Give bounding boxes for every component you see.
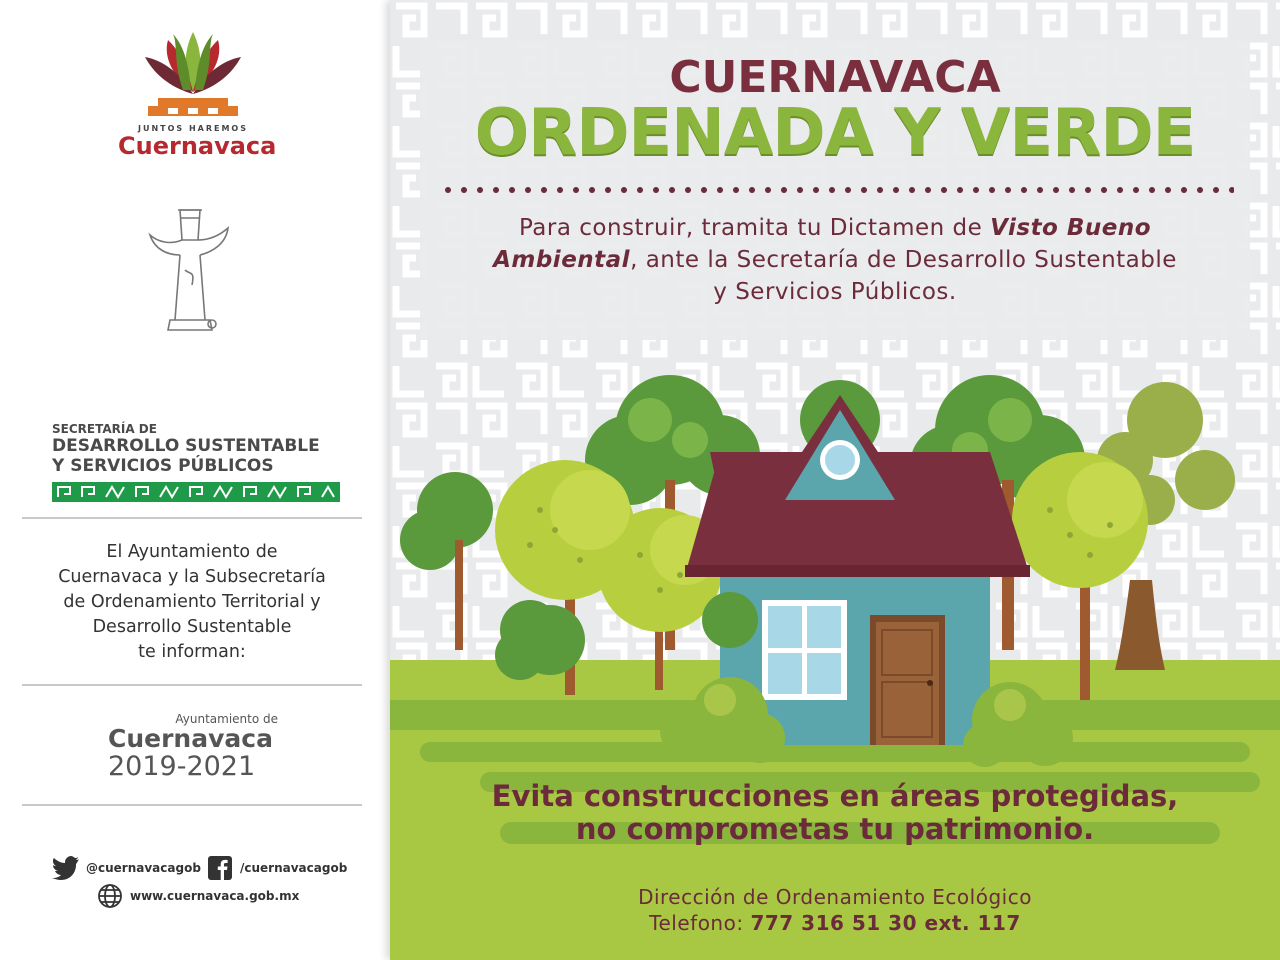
warning-line1: Evita construcciones en áreas protegidas, xyxy=(491,779,1179,813)
divider-dot xyxy=(461,187,467,193)
divider-dot xyxy=(925,187,931,193)
sidebar xyxy=(0,0,390,960)
divider-dot xyxy=(781,187,787,193)
divider-dot xyxy=(717,187,723,193)
intro-bold1: Visto Bueno xyxy=(990,215,1152,241)
divider-dot xyxy=(589,187,595,193)
inform-line: Desarrollo Sustentable xyxy=(92,617,292,637)
divider-2 xyxy=(22,684,362,686)
divider-dot xyxy=(477,187,483,193)
title-line2: ORDENADA Y VERDE xyxy=(474,96,1196,170)
divider-dot xyxy=(557,187,563,193)
house-and-trees-illustration xyxy=(390,360,1280,960)
divider-dot xyxy=(1229,187,1234,193)
divider-dot xyxy=(797,187,803,193)
divider-dot xyxy=(493,187,499,193)
divider-dot xyxy=(1133,187,1139,193)
divider-3 xyxy=(22,804,362,806)
inform-line: El Ayuntamiento de xyxy=(106,542,278,562)
divider-dot xyxy=(829,187,835,193)
divider-dot xyxy=(621,187,627,193)
ayuntamiento-logo xyxy=(108,712,278,782)
divider-dot xyxy=(541,187,547,193)
divider-dot xyxy=(637,187,643,193)
cuernavaca-logo xyxy=(118,22,277,162)
divider-dot xyxy=(445,187,451,193)
intro-part1: Para construir, tramita tu Dictamen de xyxy=(518,215,991,241)
greek-key-strip-icon xyxy=(52,482,340,502)
divider-dot xyxy=(861,187,867,193)
twitter-handle-text: @cuernavacagob xyxy=(86,861,201,875)
divider-dot xyxy=(765,187,771,193)
divider-dot xyxy=(525,187,531,193)
divider-dot xyxy=(509,187,515,193)
intro-part2: , ante la Secretaría de Desarrollo Sustentable xyxy=(630,247,1177,273)
divider-dot xyxy=(1213,187,1219,193)
divider-dot xyxy=(1197,187,1203,193)
facebook-handle[interactable] xyxy=(206,854,347,882)
title-line1: CUERNAVACA xyxy=(669,52,1001,103)
divider-dot xyxy=(957,187,963,193)
intro-text xyxy=(420,212,1250,308)
logo-city-name: Cuernavaca xyxy=(118,132,277,160)
poster xyxy=(390,0,1280,960)
contact-department: Dirección de Ordenamiento Ecológico xyxy=(638,885,1032,909)
divider-dot xyxy=(605,187,611,193)
divider-dot xyxy=(893,187,899,193)
divider-dot xyxy=(845,187,851,193)
secretaria-logo xyxy=(52,422,352,506)
ayuntamiento-city: Cuernavaca xyxy=(108,724,273,753)
divider-dot xyxy=(1117,187,1123,193)
divider-dot xyxy=(877,187,883,193)
divider-dot xyxy=(1005,187,1011,193)
divider-dot xyxy=(1037,187,1043,193)
contact-phone-label: Telefono: xyxy=(649,911,751,935)
divider-dot xyxy=(1069,187,1075,193)
divider-dot xyxy=(1165,187,1171,193)
agave-flower-icon xyxy=(133,22,253,122)
divider-dot xyxy=(1085,187,1091,193)
inform-line: te informan: xyxy=(138,642,246,662)
facebook-icon xyxy=(206,854,234,882)
divider-dot xyxy=(1149,187,1155,193)
divider-dot xyxy=(973,187,979,193)
twitter-handle[interactable] xyxy=(52,854,201,882)
website-text: www.cuernavaca.gob.mx xyxy=(130,889,300,903)
divider-dot xyxy=(669,187,675,193)
inform-line: de Ordenamiento Territorial y xyxy=(63,592,321,612)
divider-dot xyxy=(685,187,691,193)
divider-dot xyxy=(1053,187,1059,193)
secretaria-line1: SECRETARÍA DE xyxy=(52,422,157,436)
pre-hispanic-tree-glyph-icon xyxy=(140,200,240,340)
divider-dot xyxy=(733,187,739,193)
ayuntamiento-label: Ayuntamiento de xyxy=(175,712,278,726)
warning-text xyxy=(390,780,1280,846)
inform-text xyxy=(22,540,362,665)
divider-dot xyxy=(1021,187,1027,193)
contact-phone[interactable]: 777 316 51 30 ext. 117 xyxy=(750,911,1021,935)
divider-dot xyxy=(749,187,755,193)
divider-dot xyxy=(989,187,995,193)
website-link[interactable] xyxy=(96,882,299,910)
warning-line2: no comprometas tu patrimonio. xyxy=(575,812,1095,846)
divider-dot xyxy=(1101,187,1107,193)
dotted-divider xyxy=(444,186,1234,194)
intro-part3: y Servicios Públicos. xyxy=(713,279,957,305)
divider-dot xyxy=(701,187,707,193)
globe-icon xyxy=(96,882,124,910)
divider-dot xyxy=(909,187,915,193)
divider-dot xyxy=(941,187,947,193)
secretaria-line3: Y SERVICIOS PÚBLICOS xyxy=(52,456,274,476)
divider-dot xyxy=(1181,187,1187,193)
inform-line: Cuernavaca y la Subsecretaría xyxy=(58,567,326,587)
facebook-handle-text: /cuernavacagob xyxy=(240,861,348,875)
secretaria-line2: DESARROLLO SUSTENTABLE xyxy=(52,436,320,456)
divider-1 xyxy=(22,517,362,519)
contact-info xyxy=(390,884,1280,936)
intro-bold2: Ambiental xyxy=(493,247,631,273)
divider-dot xyxy=(813,187,819,193)
twitter-icon xyxy=(52,854,80,882)
ayuntamiento-years: 2019-2021 xyxy=(108,751,256,782)
logo-tagline: JUNTOS HAREMOS xyxy=(137,124,248,133)
divider-dot xyxy=(573,187,579,193)
divider-dot xyxy=(653,187,659,193)
